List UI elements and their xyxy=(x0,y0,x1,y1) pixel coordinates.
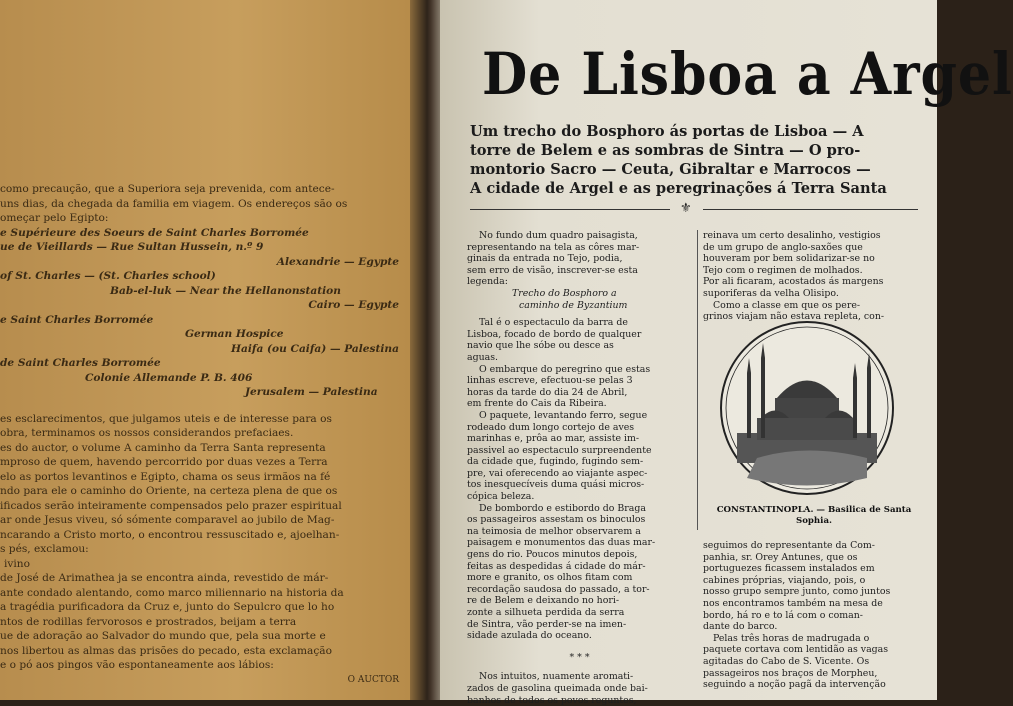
address-line: Alexandrie — Egypte xyxy=(276,255,399,268)
col1-line: Nos intuitos, nuamente aromati- xyxy=(479,671,634,683)
col2-line: suporiferas da velha Olisipo. xyxy=(703,287,839,299)
left-line: ncarando a Cristo morto, o encontrou ressuscitado e, ajoelhan- xyxy=(0,528,340,541)
col1-line: Tal é o espectaculo da barra de xyxy=(479,317,628,329)
hagia-sophia-illustration xyxy=(717,318,897,498)
col1-line: No fundo dum quadro paisagista, xyxy=(479,230,638,241)
col1-line: paisagem e monumentos das duas mar- xyxy=(467,537,656,549)
column-2-top xyxy=(703,230,921,323)
col2-line: panhia, sr. Orey Antunes, que os xyxy=(703,551,858,563)
divider-rule xyxy=(470,209,670,210)
col1-line: pre, vai oferecendo ao viajante aspec- xyxy=(467,467,648,479)
illustration-caption: CONSTANTINOPLA. — Basilica de Santa Sophia. xyxy=(716,505,912,526)
subtitle-line: montorio Sacro — Ceuta, Gibraltar e Marrocos — xyxy=(470,161,871,178)
col1-line: linhas escreve, efectuou-se pelas 3 xyxy=(467,375,633,387)
col1-line: representando na tela as côres mar- xyxy=(467,241,640,253)
address-line: German Hospice xyxy=(185,328,284,340)
col1-line: De bombordo e estibordo do Braga xyxy=(479,502,646,514)
col1-line: recordação saudosa do passado, a tor- xyxy=(467,583,650,595)
left-line: de José de Arimathea ja se encontra ainda, revestido de már- xyxy=(0,572,329,584)
left-line: elo as portos levantinos e Egipto, chama os seus irmãos na fé xyxy=(0,470,331,483)
col1-line: caminho de Byzantium xyxy=(519,299,628,311)
col2-line: Por ali ficaram, acostados ás margens xyxy=(703,276,884,288)
subtitle-line: A cidade de Argel e as peregrinações á Terra Santa xyxy=(470,180,887,197)
left-line: ar onde Jesus viveu, só sómente comparavel ao jubilo de Mag- xyxy=(0,514,335,526)
col2-line: portuguezes ficassem instalados em xyxy=(703,563,875,575)
col1-line: ginais da entrada no Tejo, podia, xyxy=(467,253,623,265)
left-page-text xyxy=(0,182,405,687)
subtitle-line: Um trecho do Bosphoro ás portas de Lisboa — A xyxy=(470,123,864,140)
ornament-icon: ⚜ xyxy=(680,201,692,216)
address-line: Jerusalem — Palestina xyxy=(245,386,378,398)
col2-line: nos encontramos também na mesa de xyxy=(703,597,883,609)
col1-line: de Sintra, vão perder-se na imen- xyxy=(467,618,627,630)
col1-line: aguas. xyxy=(467,351,499,363)
col2-line: dante do barco. xyxy=(703,621,778,633)
col2-line: passageiros nos braços de Morpheu, xyxy=(703,667,878,679)
left-line: ivino xyxy=(4,557,30,570)
address-line: e Supérieure des Soeurs de Saint Charles Borromée xyxy=(0,226,309,239)
left-line: s pés, exclamou: xyxy=(0,543,89,555)
col1-line: Trecho do Bosphoro a xyxy=(512,287,617,299)
left-line: e o pó aos pingos vão espontaneamente aos lábios: xyxy=(0,659,274,671)
col2-line: Como a classe em que os pere- xyxy=(713,299,861,311)
left-line: ntos de rodillas fervorosos e prostrados, beijam a terra xyxy=(0,615,297,628)
address-line: de Saint Charles Borromée xyxy=(0,357,161,369)
col2-line: grinos viajam não estava repleta, con- xyxy=(703,311,885,323)
column-1 xyxy=(467,230,692,706)
col1-line: cópica beleza. xyxy=(467,491,535,503)
col1-line: Lisboa, focado de bordo de qualquer xyxy=(467,328,642,340)
col1-line: O embarque do peregrino que estas xyxy=(479,363,651,375)
col1-line: feitas as despedidas á cidade do már- xyxy=(467,560,646,572)
col1-line: passivel ao espectaculo surpreendente xyxy=(467,444,652,456)
chapter-title: De Lisboa a Argel xyxy=(482,40,1013,108)
subtitle-line: torre de Belem e as sombras de Sintra — O pro- xyxy=(470,142,861,159)
col1-line: em frente do Cais da Ribeira. xyxy=(467,398,607,410)
col2-line: bordo, há ro e to lá com o coman- xyxy=(703,609,863,621)
address-line: Haifa (ou Caifa) — Palestina xyxy=(231,342,399,355)
col1-line: sidade azulada do oceano. xyxy=(467,630,592,642)
column-2-bottom xyxy=(703,540,921,691)
col2-line: de um grupo de anglo-saxões que xyxy=(703,241,863,253)
address-line: Cairo — Egypte xyxy=(308,299,399,311)
col1-line: legenda: xyxy=(467,276,508,288)
left-line: ificados serão inteiramente compensados pelo prazer espiritual xyxy=(0,499,342,512)
left-line: mproso de quem, havendo percorrido por duas vezes a Terra xyxy=(0,456,328,468)
left-line: uns dias, da chegada da familia em viagem. Os endereços são os xyxy=(0,197,348,210)
column-separator xyxy=(697,230,698,530)
section-break: * * * xyxy=(569,651,590,663)
col1-line: zonte a silhueta perdida da serra xyxy=(467,607,625,618)
col2-line: paquete cortava com lentidão as vagas xyxy=(703,644,889,656)
col2-line: seguimos do representante da Com- xyxy=(703,540,875,551)
left-line: ndo para ele o caminho do Oriente, na certeza plena de que os xyxy=(0,485,338,497)
col1-line: O paquete, levantando ferro, segue xyxy=(479,409,648,421)
col1-line: gens do rio. Poucos minutos depois, xyxy=(467,549,638,561)
address-line: e Saint Charles Borromée xyxy=(0,313,154,326)
address-line: Colonie Allemande P. B. 406 xyxy=(85,371,253,384)
left-line: nos libertou as almas das prisões do pecado, esta exclamação xyxy=(0,644,332,657)
col2-line: houveram por bem solidarizar-se no xyxy=(703,253,875,265)
col1-line: banhos de todos os povos reguntes, xyxy=(467,694,637,706)
col2-line: cabines próprias, viajando, pois, o xyxy=(703,574,866,586)
col1-line: marinhas e, prôa ao mar, assiste im- xyxy=(467,433,640,445)
col2-line: agitadas do Cabo de S. Vicente. Os xyxy=(703,655,870,667)
address-line: of St. Charles — (St. Charles school) xyxy=(0,270,216,282)
left-line: omeçar pelo Egipto: xyxy=(0,212,109,224)
col1-line: tos inesquecíveis duma quási micros- xyxy=(467,479,645,491)
col1-line: zados de gasolina queimada onde bai- xyxy=(467,682,648,694)
col1-line: na teimosia de melhor observarem a xyxy=(467,525,641,537)
col2-line: seguindo a noção pagã da intervenção xyxy=(703,679,886,691)
left-line: a tragédia purificadora da Cruz e, junto do Sepulcro que lo ho xyxy=(0,601,335,613)
address-line: Bab-el-luk — Near the Hellanonstation xyxy=(110,284,341,297)
left-line: ante condado alentando, como marco miliennario na historia da xyxy=(0,586,344,599)
chapter-subtitle xyxy=(470,122,915,198)
divider-rule xyxy=(703,209,918,210)
col1-line: horas da tarde do dia 24 de Abril, xyxy=(467,386,628,398)
col1-line: navio que lhe sóbe ou desce as xyxy=(467,340,614,352)
left-line: es do auctor, o volume A caminho da Terra Santa representa xyxy=(0,441,326,454)
col1-line: rodeado dum longo cortejo de aves xyxy=(467,421,635,433)
left-line: es esclarecimentos, que julgamos uteis e de interesse para os xyxy=(0,412,332,425)
col1-line: os passageiros assestam os binoculos xyxy=(467,514,646,526)
left-page xyxy=(0,0,430,700)
left-line: ue de adoração ao Salvador do mundo que, pela sua morte e xyxy=(0,630,326,642)
col1-line: da cidade que, fugindo, fugindo sem- xyxy=(467,456,644,468)
left-line: como precaução, que a Superiora seja prevenida, com antece- xyxy=(0,183,335,195)
col2-line: Pelas três horas de madrugada o xyxy=(713,632,870,644)
left-line: obra, terminamos os nossos considerandos prefaciaes. xyxy=(0,427,294,439)
col2-line: reinava um certo desalinho, vestigios xyxy=(703,230,881,241)
col2-line: nosso grupo sempre junto, como juntos xyxy=(703,586,891,598)
col1-line: sem erro de visão, inscrever-se esta xyxy=(467,264,638,276)
col2-line: Tejo com o regimen de molhados. xyxy=(703,264,863,276)
col1-line: re de Belem e deixando no hori- xyxy=(467,595,620,607)
author-signature: O AUCTOR xyxy=(347,674,399,685)
col1-line: more e granito, os olhos fitam com xyxy=(467,572,633,584)
address-line: ue de Vieillards — Rue Sultan Hussein, n.º 9 xyxy=(0,241,264,253)
